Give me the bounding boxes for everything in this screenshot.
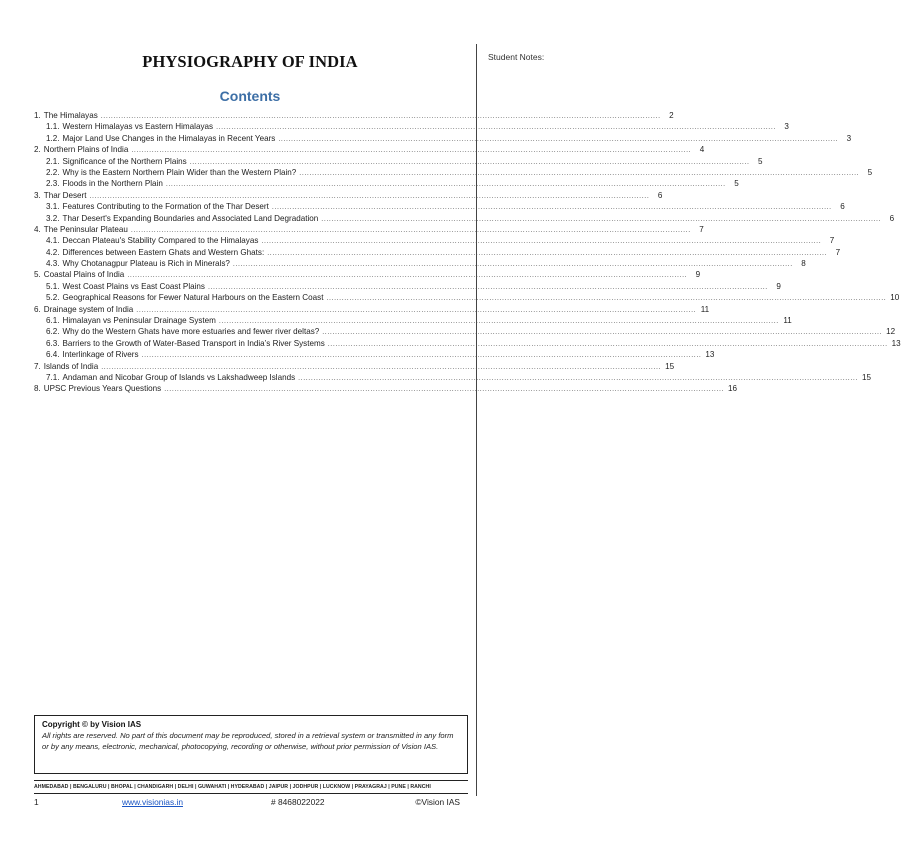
- toc-dot-leader: ............................................................................................................................................................................................................................: [232, 261, 793, 269]
- page-footer: [34, 797, 468, 809]
- toc-entry-page: 12: [886, 327, 896, 337]
- page-number: 1: [34, 797, 39, 807]
- toc-entry-page: 9: [776, 281, 781, 291]
- toc-entry[interactable]: [34, 349, 715, 360]
- toc-entry-title: Why do the Western Ghats have more estuaries and fewer river deltas?: [62, 327, 320, 337]
- website-link[interactable]: www.visionias.in: [122, 797, 183, 807]
- toc-entry-page: 5: [867, 167, 873, 177]
- toc-entry[interactable]: [34, 110, 674, 121]
- toc-entry-number: 5.2.: [46, 293, 60, 303]
- document-title: PHYSIOGRAPHY OF INDIA: [142, 52, 358, 71]
- toc-entry[interactable]: [34, 281, 781, 292]
- toc-entry-page: 4: [699, 145, 705, 155]
- toc-entry-page: 5: [758, 156, 763, 166]
- toc-entry[interactable]: [34, 178, 739, 189]
- toc-entry-number: 6.3.: [46, 338, 60, 348]
- toc-dot-leader: ............................................................................................................................................................................................................................: [100, 113, 661, 120]
- toc-dot-leader: ............................................................................................................................................................................................................................: [127, 272, 688, 280]
- toc-entry-number: 6.: [34, 304, 41, 314]
- toc-entry-number: 2.3.: [46, 179, 60, 189]
- toc-entry-number: 7.: [34, 361, 41, 371]
- toc-dot-leader: ............................................................................................................................................................................................................................: [327, 340, 888, 348]
- copyright-title: Copyright © by Vision IAS: [42, 720, 142, 729]
- toc-entry-page: 6: [889, 213, 895, 223]
- toc-entry-page: 15: [861, 372, 871, 382]
- toc-entry-number: 4.1.: [46, 236, 60, 246]
- toc-entry-number: 2.: [34, 145, 41, 155]
- toc-entry-title: Differences between Eastern Ghats and Western Ghats:: [62, 247, 265, 257]
- toc-entry-number: 1.: [34, 111, 41, 120]
- toc-entry-page: 5: [734, 179, 739, 189]
- toc-entry-title: Features Contributing to the Formation of the Thar Desert: [62, 202, 269, 212]
- toc-entry-title: Drainage system of India: [43, 304, 134, 314]
- toc-entry-page: 3: [846, 133, 852, 143]
- toc-dot-leader: ............................................................................................................................................................................................................................: [298, 374, 858, 382]
- toc-dot-leader: ............................................................................................................................................................................................................................: [136, 306, 697, 314]
- toc-entry-page: 8: [801, 259, 806, 269]
- toc-entry-title: Andaman and Nicobar Group of Islands vs Lakshadweep Islands: [62, 372, 296, 382]
- toc-entry-number: 6.2.: [46, 327, 60, 337]
- toc-entry-page: 7: [835, 247, 841, 257]
- toc-entry[interactable]: [34, 156, 763, 167]
- toc-entry-number: 4.2.: [46, 247, 60, 257]
- toc-entry-page: 6: [657, 190, 663, 200]
- toc-entry-title: UPSC Previous Years Questions: [43, 384, 162, 394]
- toc-dot-leader: ............................................................................................................................................................................................................................: [164, 386, 725, 394]
- toc-entry[interactable]: [34, 361, 675, 372]
- toc-entry-title: Thar Desert's Expanding Boundaries and Associated Land Degradation: [62, 213, 319, 223]
- toc-entry[interactable]: [34, 213, 895, 224]
- toc-entry-page: 9: [695, 270, 701, 280]
- toc-entry-page: 16: [728, 384, 738, 394]
- toc-entry-number: 2.1.: [46, 156, 60, 166]
- toc-entry-page: 7: [829, 236, 835, 246]
- toc-dot-leader: ............................................................................................................................................................................................................................: [271, 204, 832, 212]
- toc-entry-page: 11: [700, 304, 710, 314]
- toc-entry-title: West Coast Plains vs East Coast Plains: [62, 281, 205, 291]
- toc-entry[interactable]: [34, 315, 792, 326]
- toc-entry-title: Why is the Eastern Northern Plain Wider than the Western Plain?: [62, 167, 297, 177]
- toc-entry-number: 3.2.: [46, 213, 60, 223]
- toc-entry-title: Why Chotanagpur Plateau is Rich in Minerals?: [62, 259, 230, 269]
- toc-entry-page: 10: [890, 293, 900, 303]
- toc-entry-number: 1.2.: [46, 133, 60, 143]
- footer-divider-bottom: [34, 793, 468, 794]
- toc-entry-number: 4.: [34, 224, 41, 234]
- toc-entry-number: 4.3.: [46, 259, 60, 269]
- contents-heading: Contents: [219, 88, 281, 104]
- toc-entry-title: Islands of India: [43, 361, 99, 371]
- toc-entry[interactable]: [34, 304, 710, 315]
- toc-entry[interactable]: [34, 258, 806, 269]
- toc-entry[interactable]: [34, 383, 738, 394]
- toc-entry-number: 2.2.: [46, 167, 60, 177]
- toc-entry-number: 8.: [34, 384, 41, 394]
- toc-entry-title: The Peninsular Plateau: [43, 224, 128, 234]
- toc-entry-title: Himalayan vs Peninsular Drainage System: [62, 316, 216, 326]
- toc-dot-leader: ............................................................................................................................................................................................................................: [101, 363, 662, 371]
- toc-dot-leader: ............................................................................................................................................................................................................................: [189, 158, 750, 166]
- phone-number: # 8468022022: [271, 797, 325, 807]
- toc-dot-leader: ............................................................................................................................................................................................................................: [130, 226, 691, 234]
- toc-entry[interactable]: [34, 121, 789, 132]
- toc-entry-page: 13: [705, 350, 715, 360]
- toc-entry-title: Significance of the Northern Plains: [62, 156, 187, 166]
- toc-entry[interactable]: [34, 326, 896, 337]
- toc-entry-title: Western Himalayas vs Eastern Himalayas: [62, 122, 214, 132]
- toc-entry-number: 6.4.: [46, 350, 60, 360]
- toc-dot-leader: ............................................................................................................................................................................................................................: [207, 283, 768, 291]
- toc-entry[interactable]: [34, 247, 841, 258]
- toc-entry-title: Floods in the Northern Plain: [62, 179, 163, 189]
- toc-entry-number: 6.1.: [46, 316, 60, 326]
- toc-entry[interactable]: [34, 201, 845, 212]
- toc-entry[interactable]: [34, 167, 873, 178]
- center-cities: AHMEDABAD | BENGALURU | BHOPAL | CHANDIGARH | DELHI | GUWAHATI | HYDERABAD | JAIPUR | JODHPUR | LUCKNOW | PRAYAGRAJ | PUNE | RANCHI: [34, 784, 431, 790]
- copyright-text: All rights are reserved. No part of this document may be reproduced, stored in a retrieval system or transmitted in any form or by any means, electronic, mechanical, photocopying, recording or otherwise, without prior permission of Vision IAS.: [42, 731, 454, 751]
- copyright-box: [34, 715, 468, 774]
- toc-entry-title: Coastal Plains of India: [43, 270, 125, 280]
- toc-dot-leader: ............................................................................................................................................................................................................................: [267, 249, 828, 257]
- toc-entry-title: Barriers to the Growth of Water-Based Transport in India’s River Systems: [62, 338, 325, 348]
- toc-entry-title: Deccan Plateau's Stability Compared to the Himalayas: [62, 236, 259, 246]
- toc-entry-number: 3.: [34, 190, 41, 200]
- toc-entry-number: 7.1.: [46, 372, 60, 382]
- toc-dot-leader: ............................................................................................................................................................................................................................: [299, 169, 860, 177]
- toc-entry-title: Interlinkage of Rivers: [62, 350, 139, 360]
- toc-entry-number: 1.1.: [46, 122, 60, 132]
- toc-entry-title: Thar Desert: [43, 190, 87, 200]
- toc-entry-page: 2: [669, 111, 674, 120]
- toc-entry-number: 5.1.: [46, 281, 60, 291]
- toc-entry-number: 5.: [34, 270, 41, 280]
- toc-entry[interactable]: [34, 235, 835, 246]
- toc-entry-title: Major Land Use Changes in the Himalayas in Recent Years: [62, 133, 276, 143]
- toc-dot-leader: ............................................................................................................................................................................................................................: [278, 135, 839, 143]
- student-notes-label: Student Notes:: [488, 52, 545, 62]
- toc-dot-leader: ............................................................................................................................................................................................................................: [216, 124, 776, 132]
- toc-dot-leader: ............................................................................................................................................................................................................................: [165, 181, 726, 189]
- toc-dot-leader: ............................................................................................................................................................................................................................: [218, 318, 779, 326]
- toc-dot-leader: ............................................................................................................................................................................................................................: [141, 352, 702, 360]
- toc-entry[interactable]: [34, 372, 871, 383]
- toc-entry-page: 6: [840, 202, 845, 212]
- toc-dot-leader: ............................................................................................................................................................................................................................: [89, 192, 650, 200]
- toc-dot-leader: ............................................................................................................................................................................................................................: [322, 329, 883, 337]
- toc-entry[interactable]: [34, 224, 704, 235]
- toc-entry-page: 11: [783, 316, 792, 326]
- toc-entry-page: 7: [699, 224, 704, 234]
- toc-dot-leader: ............................................................................................................................................................................................................................: [326, 295, 887, 303]
- toc-entry[interactable]: [34, 190, 663, 201]
- toc-entry-page: 3: [784, 122, 789, 132]
- brand-copyright: ©Vision IAS: [415, 797, 460, 807]
- toc-entry-title: Geographical Reasons for Fewer Natural Harbours on the Eastern Coast: [62, 293, 324, 303]
- toc-entry-number: 3.1.: [46, 202, 60, 212]
- toc-entry-page: 13: [891, 338, 901, 348]
- toc-entry-title: The Himalayas: [43, 111, 98, 120]
- toc-entry[interactable]: [34, 338, 901, 349]
- toc-dot-leader: ............................................................................................................................................................................................................................: [321, 215, 882, 223]
- toc-dot-leader: ............................................................................................................................................................................................................................: [131, 147, 692, 155]
- toc-entry[interactable]: [34, 292, 900, 303]
- toc-entry-title: Northern Plains of India: [43, 145, 129, 155]
- toc-entry[interactable]: [34, 144, 705, 155]
- footer-divider-top: [34, 780, 468, 781]
- toc-dot-leader: ............................................................................................................................................................................................................................: [261, 238, 822, 246]
- toc-entry[interactable]: [34, 133, 852, 144]
- table-of-contents: [34, 110, 901, 395]
- toc-entry-page: 15: [665, 361, 675, 371]
- toc-entry[interactable]: [34, 269, 701, 280]
